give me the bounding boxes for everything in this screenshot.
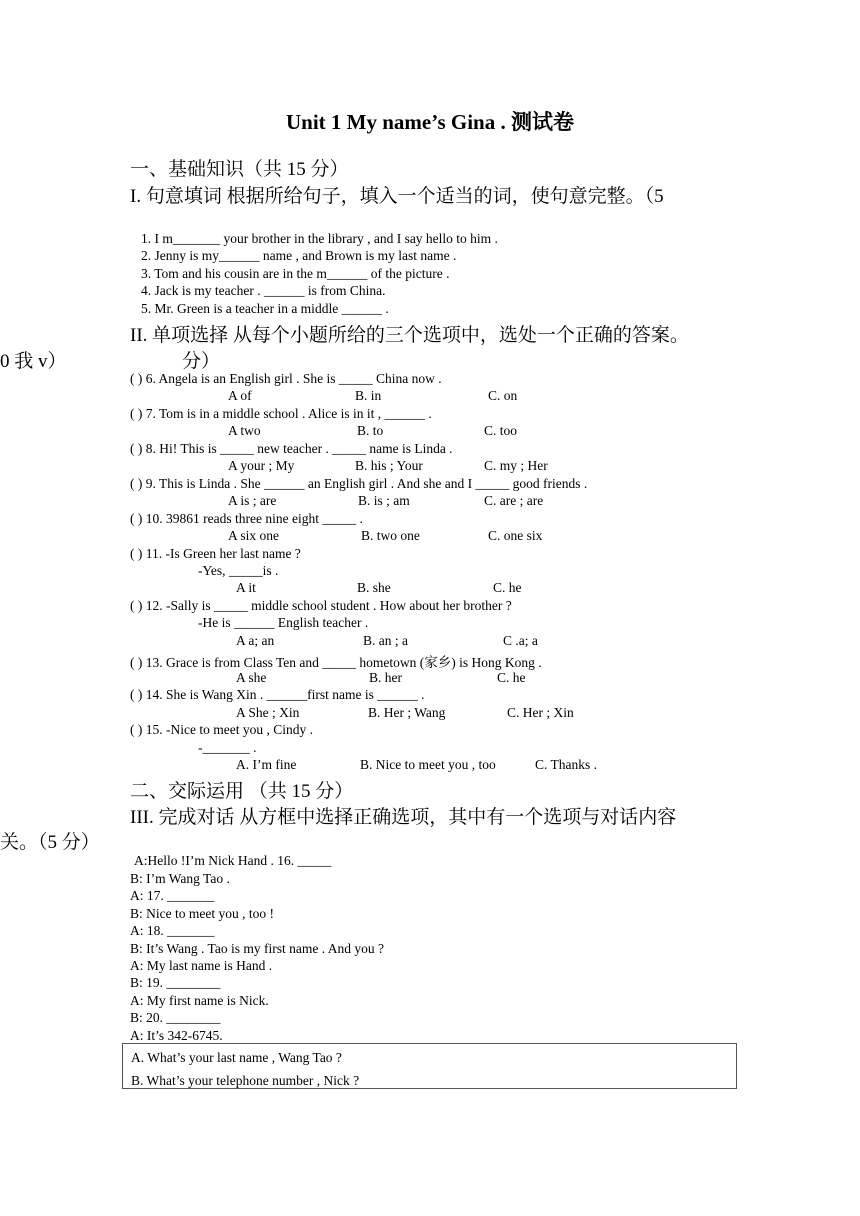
part1-heading: I. 句意填词 根据所给句子，填入一个适当的词，使句意完整。（5 bbox=[130, 186, 664, 207]
dialogue-line: A: 17. _______ bbox=[130, 888, 215, 903]
section2-heading: 二、交际运用 （共 15 分） bbox=[130, 781, 354, 802]
option-b: B. two one bbox=[361, 528, 420, 543]
question-6: ( ) 6. Angela is an English girl . She is _____ China now . bbox=[130, 371, 442, 386]
dialogue-line: A: My last name is Hand . bbox=[130, 958, 273, 973]
question-13: ( ) 13. Grace is from Class Ten and _____ hometown (家乡) is Hong Kong . bbox=[130, 655, 542, 670]
list-item: 3. Tom and his cousin are in the m______ of the picture . bbox=[141, 266, 450, 281]
option-a: A is ; are bbox=[228, 493, 277, 508]
question-12-reply: -He is ______ English teacher . bbox=[198, 615, 369, 630]
list-item: 1. I m_______ your brother in the library , and I say hello to him . bbox=[141, 231, 498, 246]
option-b: B. to bbox=[357, 423, 384, 438]
option-a: A a; an bbox=[236, 633, 275, 648]
list-item: 2. Jenny is my______ name , and Brown is my last name . bbox=[141, 248, 457, 263]
question-11-reply: -Yes, _____is . bbox=[198, 563, 279, 578]
option-c: C .a; a bbox=[503, 633, 538, 648]
option-b: B. her bbox=[369, 670, 402, 685]
option-a: A two bbox=[228, 423, 261, 438]
option-a: A She ; Xin bbox=[236, 705, 300, 720]
dialogue-line: B: I’m Wang Tao . bbox=[130, 871, 230, 886]
option-a: A of bbox=[228, 388, 252, 403]
question-8: ( ) 8. Hi! This is _____ new teacher . _____ name is Linda . bbox=[130, 441, 453, 456]
option-a: A she bbox=[236, 670, 267, 685]
option-a: A. I’m fine bbox=[236, 757, 297, 772]
option-c: C. he bbox=[493, 580, 522, 595]
section1-heading: 一、基础知识（共 15 分） bbox=[130, 159, 349, 180]
question-10: ( ) 10. 39861 reads three nine eight _____ . bbox=[130, 511, 363, 526]
option-b: B. she bbox=[357, 580, 391, 595]
option-c: C. are ; are bbox=[484, 493, 544, 508]
question-12: ( ) 12. -Sally is _____ middle school student . How about her brother ? bbox=[130, 598, 512, 613]
option-c: C. Thanks . bbox=[535, 757, 598, 772]
list-item: 5. Mr. Green is a teacher in a middle ______ . bbox=[141, 301, 389, 316]
dialogue-line: A:Hello !I’m Nick Hand . 16. _____ bbox=[134, 853, 332, 868]
option-b: B. in bbox=[355, 388, 382, 403]
option-c: C. Her ; Xin bbox=[507, 705, 574, 720]
dialogue-line: A: It’s 342-6745. bbox=[130, 1028, 223, 1043]
option-a: A your ; My bbox=[228, 458, 295, 473]
question-14: ( ) 14. She is Wang Xin . ______first name is ______ . bbox=[130, 687, 425, 702]
dialogue-line: B: It’s Wang . Tao is my first name . And you ? bbox=[130, 941, 384, 956]
option-c: C. my ; Her bbox=[484, 458, 548, 473]
question-7: ( ) 7. Tom is in a middle school . Alice is in it , ______ . bbox=[130, 406, 432, 421]
option-b: B. his ; Your bbox=[355, 458, 423, 473]
option-b: B. is ; am bbox=[358, 493, 410, 508]
option-a: A six one bbox=[228, 528, 280, 543]
question-15: ( ) 15. -Nice to meet you , Cindy . bbox=[130, 722, 313, 737]
dialogue-line: B: 20. ________ bbox=[130, 1010, 221, 1025]
option-c: C. too bbox=[484, 423, 518, 438]
list-item: 4. Jack is my teacher . ______ is from China. bbox=[141, 283, 386, 298]
question-9: ( ) 9. This is Linda . She ______ an English girl . And she and I _____ good friends . bbox=[130, 476, 588, 491]
dialogue-line: B: Nice to meet you , too ! bbox=[130, 906, 274, 921]
dialogue-line: B: 19. ________ bbox=[130, 975, 221, 990]
part2-fen: 分） bbox=[182, 351, 221, 372]
part2-cut-text: 0 我 v） bbox=[0, 351, 67, 372]
option-b: B. an ; a bbox=[363, 633, 408, 648]
option-item: A. What’s your last name , Wang Tao ? bbox=[131, 1050, 342, 1065]
option-a: A it bbox=[236, 580, 256, 595]
part3-cut-text: 关。（5 分） bbox=[0, 832, 100, 853]
part3-heading: III. 完成对话 从方框中选择正确选项，其中有一个选项与对话内容 bbox=[130, 807, 677, 828]
option-c: C. on bbox=[488, 388, 518, 403]
question-11: ( ) 11. -Is Green her last name ? bbox=[130, 546, 301, 561]
question-15-reply: -_______ . bbox=[198, 740, 257, 755]
option-b: B. Her ; Wang bbox=[368, 705, 446, 720]
option-item: B. What’s your telephone number , Nick ? bbox=[131, 1073, 360, 1088]
dialogue-line: A: My first name is Nick. bbox=[130, 993, 269, 1008]
part2-heading: II. 单项选择 从每个小题所给的三个选项中，选处一个正确的答案。 bbox=[130, 325, 689, 346]
option-b: B. Nice to meet you , too bbox=[360, 757, 496, 772]
option-c: C. one six bbox=[488, 528, 543, 543]
dialogue-line: A: 18. _______ bbox=[130, 923, 215, 938]
page-title: Unit 1 My name’s Gina . 测试卷 bbox=[286, 110, 574, 134]
option-c: C. he bbox=[497, 670, 526, 685]
